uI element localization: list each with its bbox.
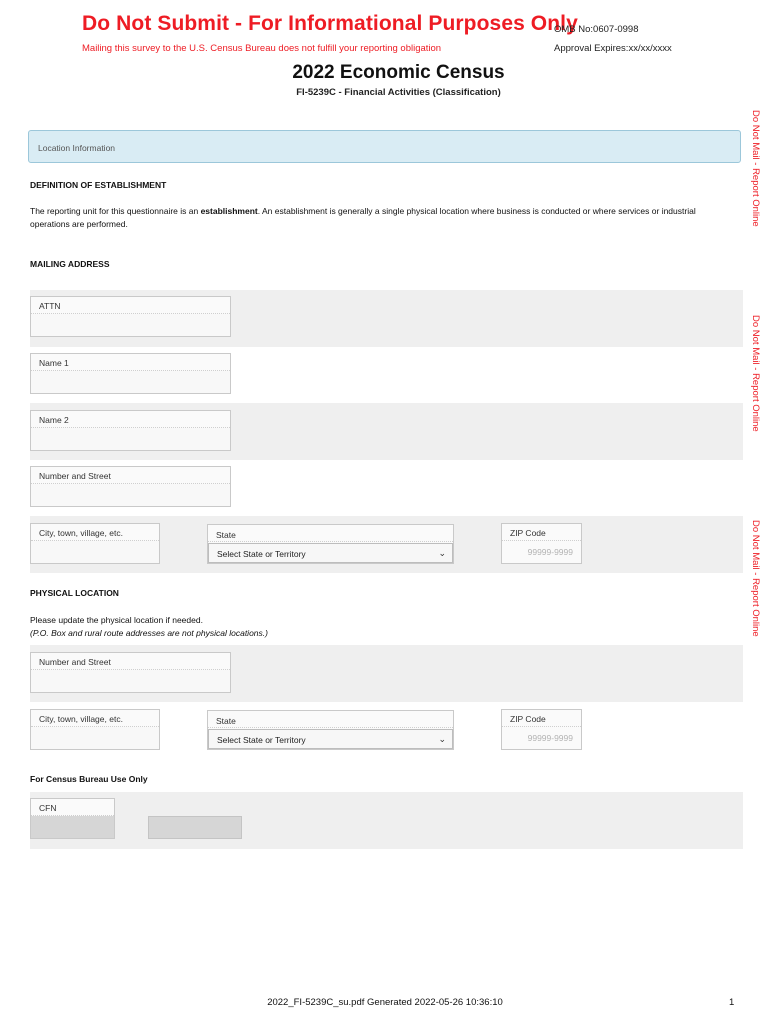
attn-label: ATTN	[31, 297, 230, 314]
banner-subtitle: Mailing this survey to the U.S. Census Bureau does not fulfill your reporting obligation	[82, 43, 442, 54]
physical-zip-field[interactable]	[501, 709, 582, 750]
omb-number: OMB No:0607-0998	[554, 24, 639, 35]
mailing-street-label: Number and Street	[31, 467, 230, 484]
physical-zip-label: ZIP Code	[502, 710, 581, 727]
definition-heading: DEFINITION OF ESTABLISHMENT	[30, 180, 167, 190]
physical-state-value: Select State or Territory	[217, 735, 306, 745]
mailing-zip-label: ZIP Code	[502, 524, 581, 541]
location-information-bar[interactable]	[28, 130, 741, 163]
mailing-address-heading: MAILING ADDRESS	[30, 259, 110, 269]
name1-input[interactable]	[31, 371, 230, 393]
mailing-zip-input[interactable]: 99999-9999	[527, 547, 573, 557]
physical-street-label: Number and Street	[31, 653, 230, 670]
side-note-1: Do Not Mail - Report Online	[750, 110, 761, 227]
cfn-field	[30, 798, 115, 839]
mailing-street-input[interactable]	[31, 484, 230, 506]
page-title: 2022 Economic Census	[292, 62, 505, 83]
cfn-extra-box	[148, 816, 242, 839]
banner-title: Do Not Submit - For Informational Purposes Only	[82, 12, 578, 35]
name2-input[interactable]	[31, 428, 230, 450]
mailing-street-field[interactable]	[30, 466, 231, 507]
physical-city-input[interactable]	[31, 727, 159, 749]
physical-city-field[interactable]	[30, 709, 160, 750]
footer-text: 2022_FI-5239C_su.pdf Generated 2022-05-26 10:36:10	[267, 997, 503, 1008]
definition-text: The reporting unit for this questionnaire is an establishment. An establishment is generally a single physical location where business is conducted or where services or industrial operations are performed.	[30, 206, 696, 229]
physical-state-field[interactable]	[207, 710, 454, 750]
mailing-state-select[interactable]	[208, 543, 453, 563]
location-information-label: Location Information	[38, 143, 116, 153]
cfn-band	[30, 792, 743, 849]
physical-city-label: City, town, village, etc.	[31, 710, 159, 727]
physical-note-2: (P.O. Box and rural route addresses are not physical locations.)	[30, 628, 268, 638]
attn-field[interactable]	[30, 296, 231, 337]
physical-zip-input[interactable]: 99999-9999	[527, 733, 573, 743]
physical-note-1: Please update the physical location if needed.	[30, 615, 203, 625]
side-note-3: Do Not Mail - Report Online	[750, 520, 761, 637]
mailing-state-field[interactable]	[207, 524, 454, 564]
mailing-city-field[interactable]	[30, 523, 160, 564]
physical-street-field[interactable]	[30, 652, 231, 693]
mailing-state-label: State	[208, 525, 453, 542]
census-use-heading: For Census Bureau Use Only	[30, 774, 148, 784]
chevron-down-icon: ⌄	[438, 734, 446, 744]
name1-field[interactable]	[30, 353, 231, 394]
name2-field[interactable]	[30, 410, 231, 451]
cfn-input	[31, 816, 114, 838]
mailing-city-input[interactable]	[31, 541, 159, 563]
mailing-city-label: City, town, village, etc.	[31, 524, 159, 541]
name1-label: Name 1	[31, 354, 230, 371]
mailing-zip-field[interactable]	[501, 523, 582, 564]
mailing-state-value: Select State or Territory	[217, 549, 306, 559]
side-note-2: Do Not Mail - Report Online	[750, 315, 761, 432]
physical-street-input[interactable]	[31, 670, 230, 692]
name2-label: Name 2	[31, 411, 230, 428]
physical-location-heading: PHYSICAL LOCATION	[30, 588, 119, 598]
page-subtitle: FI-5239C - Financial Activities (Classification)	[296, 87, 501, 98]
cfn-label: CFN	[31, 799, 114, 816]
page-number: 1	[729, 997, 735, 1008]
approval-expires: Approval Expires:xx/xx/xxxx	[554, 43, 672, 54]
physical-state-select[interactable]	[208, 729, 453, 749]
chevron-down-icon: ⌄	[438, 548, 446, 558]
physical-state-label: State	[208, 711, 453, 728]
attn-input[interactable]	[31, 314, 230, 336]
